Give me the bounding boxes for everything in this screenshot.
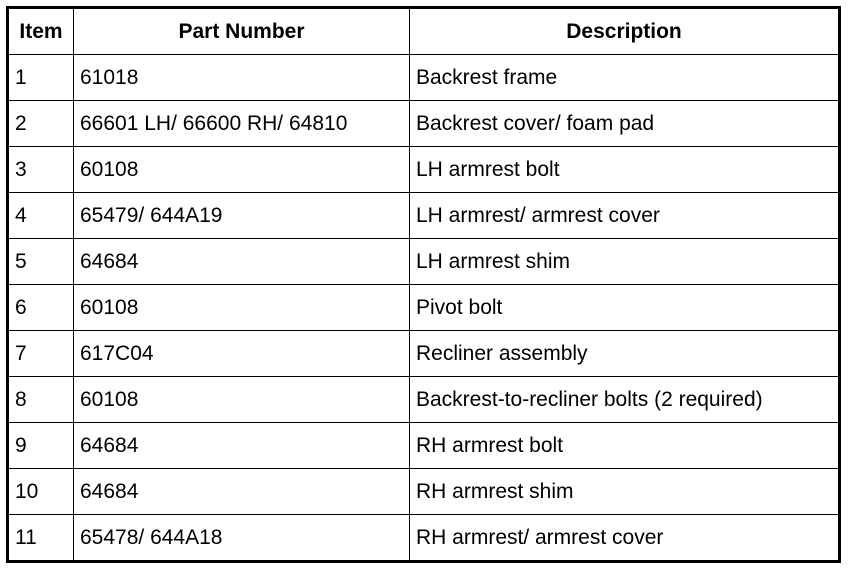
part-number-cell: 60108	[74, 147, 410, 193]
part-number-cell: 64684	[74, 423, 410, 469]
table-row	[8, 377, 840, 423]
table-header-row	[8, 8, 840, 55]
column-header-item: Item	[8, 8, 74, 55]
description-cell: RH armrest/ armrest cover	[410, 515, 840, 562]
part-number-cell: 65479/ 644A19	[74, 193, 410, 239]
item-cell: 6	[8, 285, 74, 331]
table-row	[8, 239, 840, 285]
table-row	[8, 423, 840, 469]
description-cell: Recliner assembly	[410, 331, 840, 377]
part-number-cell: 617C04	[74, 331, 410, 377]
part-number-cell: 61018	[74, 55, 410, 101]
description-cell: Backrest cover/ foam pad	[410, 101, 840, 147]
part-number-cell: 60108	[74, 377, 410, 423]
description-cell: Backrest-to-recliner bolts (2 required)	[410, 377, 840, 423]
item-cell: 1	[8, 55, 74, 101]
table-row	[8, 147, 840, 193]
description-cell: LH armrest/ armrest cover	[410, 193, 840, 239]
item-cell: 2	[8, 101, 74, 147]
column-header-part-number: Part Number	[74, 8, 410, 55]
description-cell: Backrest frame	[410, 55, 840, 101]
item-cell: 4	[8, 193, 74, 239]
part-number-cell: 64684	[74, 239, 410, 285]
part-number-cell: 60108	[74, 285, 410, 331]
description-cell: RH armrest shim	[410, 469, 840, 515]
item-cell: 5	[8, 239, 74, 285]
table-row	[8, 331, 840, 377]
table-row	[8, 515, 840, 562]
item-cell: 3	[8, 147, 74, 193]
description-cell: LH armrest shim	[410, 239, 840, 285]
table-row	[8, 101, 840, 147]
description-cell: Pivot bolt	[410, 285, 840, 331]
item-cell: 7	[8, 331, 74, 377]
table-row	[8, 55, 840, 101]
table-row	[8, 193, 840, 239]
item-cell: 10	[8, 469, 74, 515]
part-number-cell: 64684	[74, 469, 410, 515]
table-row	[8, 469, 840, 515]
description-cell: LH armrest bolt	[410, 147, 840, 193]
table-row	[8, 285, 840, 331]
column-header-description: Description	[410, 8, 840, 55]
item-cell: 8	[8, 377, 74, 423]
description-cell: RH armrest bolt	[410, 423, 840, 469]
parts-table	[6, 6, 841, 563]
part-number-cell: 66601 LH/ 66600 RH/ 64810	[74, 101, 410, 147]
item-cell: 9	[8, 423, 74, 469]
part-number-cell: 65478/ 644A18	[74, 515, 410, 562]
item-cell: 11	[8, 515, 74, 562]
